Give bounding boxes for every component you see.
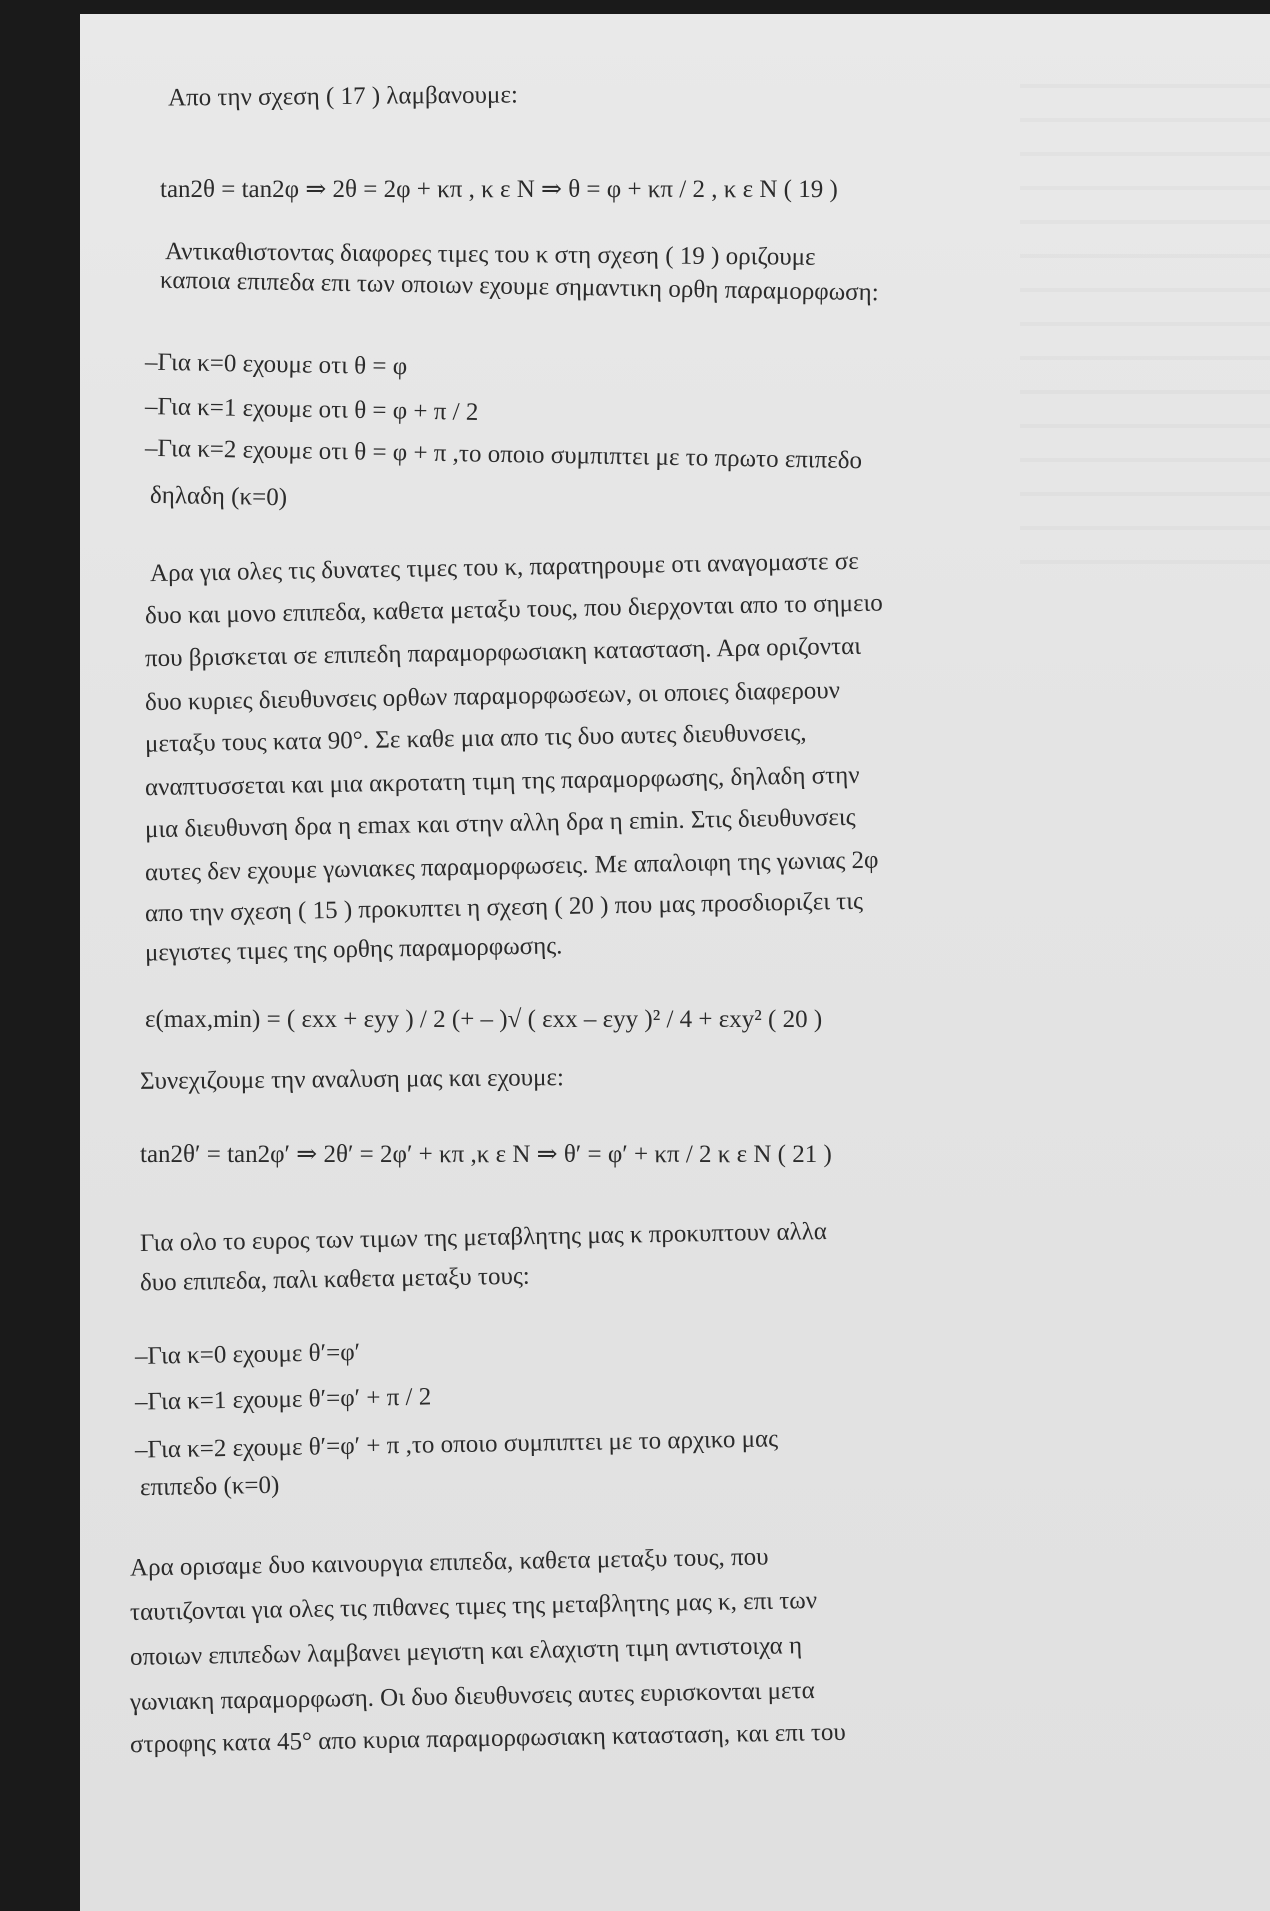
paragraph-line: μεταξυ τους κατα 90°. Σε καθε μια απο τις δυο αυτες διευθυνσεις,	[144, 719, 807, 758]
paragraph-line: Συνεχιζουμε την αναλυση μας και εχουμε:	[139, 1064, 565, 1095]
list-item: –Για κ=2 εχουμε θ′=φ′ + π ,το οποιο συμπιπτει με το αρχικο μας	[134, 1425, 779, 1464]
paragraph-line: Αρα για ολες τις δυνατες τιμες του κ, παρατηρουμε οτι αναγομαστε σε	[149, 547, 859, 588]
paragraph-line: οποιων επιπεδων λαμβανει μεγιστη και ελαχιστη τιμη αντιστοιχα η	[129, 1632, 803, 1671]
equation-20: ε(max,min) = ( εxx + εyy ) / 2 (+ – )√ ( εxx – εyy )² / 4 + εxy² ( 20 )	[145, 1006, 823, 1033]
paragraph-line: αυτες δεν εχουμε γωνιακες παραμορφωσεις. Με απαλοιφη της γωνιας 2φ	[144, 846, 879, 887]
equation-21: tan2θ′ = tan2φ′ ⇒ 2θ′ = 2φ′ + κπ ,κ ε N ⇒ θ′ = φ′ + κπ / 2 κ ε N ( 21 )	[140, 1141, 832, 1168]
paragraph-line: που βρισκεται σε επιπεδη παραμορφωσιακη κατασταση. Αρα οριζονται	[144, 632, 862, 673]
list-item: επιπεδο (κ=0)	[139, 1471, 280, 1502]
paragraph-line: στροφης κατα 45° απο κυρια παραμορφωσιακη κατασταση, και επι του	[129, 1718, 846, 1759]
paragraph-line: γωνιακη παραμορφωση. Οι δυο διευθυνσεις αυτες ευρισκονται μετα	[129, 1677, 815, 1716]
paragraph-line: απο την σχεση ( 15 ) προκυπτει η σχεση ( 20 ) που μας προσδιοριζει τις	[144, 887, 864, 928]
list-item: –Για κ=1 εχουμε οτι θ = φ + π / 2	[144, 393, 479, 426]
paragraph-line: καποια επιπεδα επι των οποιων εχουμε σημαντικη ορθη παραμορφωση:	[159, 266, 879, 307]
list-item: –Για κ=1 εχουμε θ′=φ′ + π / 2	[134, 1383, 432, 1416]
paragraph-line: δυο κυριες διευθυνσεις ορθων παραμορφωσεων, οι οποιες διαφερουν	[144, 676, 841, 717]
intro-line: Απο την σχεση ( 17 ) λαμβανουμε:	[167, 81, 518, 112]
paragraph-line: Για ολο το ευρος των τιμων της μεταβλητης μας κ προκυπτουν αλλα	[139, 1218, 828, 1257]
list-item: δηλαδη (κ=0)	[149, 481, 288, 512]
paragraph-line: Αντικαθιστοντας διαφορες τιμες του κ στη σχεση ( 19 ) οριζουμε	[164, 238, 816, 271]
equation-19: tan2θ = tan2φ ⇒ 2θ = 2φ + κπ , κ ε N ⇒ θ = φ + κπ / 2 , κ ε N ( 19 )	[160, 176, 838, 203]
paragraph-line: ταυτιζονται για ολες τις πιθανες τιμες της μεταβλητης μας κ, επι των	[129, 1587, 818, 1626]
list-item: –Για κ=0 εχουμε θ′=φ′	[134, 1339, 361, 1370]
paragraph-line: δυο και μονο επιπεδα, καθετα μεταξυ τους, που διερχονται απο το σημειο	[144, 589, 883, 630]
paragraph-line: Αρα ορισαμε δυο καινουργια επιπεδα, καθετα μεταξυ τους, που	[129, 1543, 769, 1582]
paragraph-line: δυο επιπεδα, παλι καθετα μεταξυ τους:	[139, 1262, 530, 1297]
paragraph-line: μεγιστες τιμες της ορθης παραμορφωσης.	[144, 932, 563, 967]
list-item: –Για κ=0 εχουμε οτι θ = φ	[144, 348, 408, 381]
list-item: –Για κ=2 εχουμε οτι θ = φ + π ,το οποιο συμπιπτει με το πρωτο επιπεδο	[144, 434, 863, 475]
bleed-through-text	[1020, 54, 1270, 574]
paragraph-line: αναπτυσσεται και μια ακροτατη τιμη της παραμορφωσης, δηλαδη στην	[144, 761, 860, 802]
paragraph-line: μια διευθυνση δρα η εmax και στην αλλη δρα η εmin. Στις διευθυνσεις	[144, 803, 856, 844]
